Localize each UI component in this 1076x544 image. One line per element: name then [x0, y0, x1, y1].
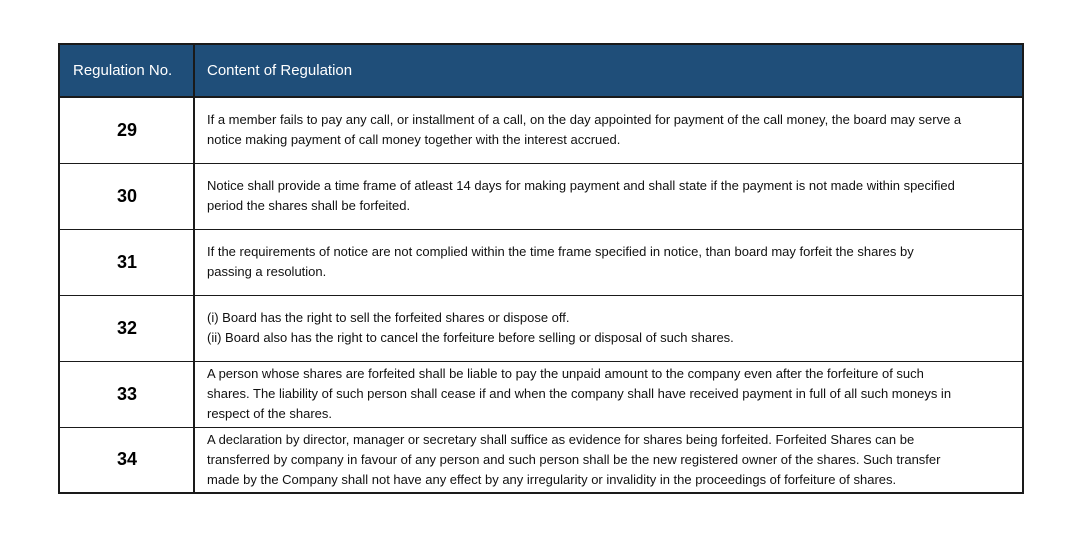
regulation-content [194, 229, 1023, 295]
regulation-content [194, 427, 1023, 493]
regulation-number: 34 [59, 427, 194, 493]
regulation-text-line: A declaration by director, manager or secretary shall suffice as evidence for shares being forfeited. Forfeited Shares can be [207, 431, 915, 447]
regulation-content [194, 97, 1023, 163]
regulation-text-line: made by the Company shall not have any effect by any irregularity or invalidity in the proceedings of forfeiture of shares. [207, 471, 897, 487]
regulation-content [194, 295, 1023, 361]
regulation-text-line: period the shares shall be forfeited. [207, 198, 411, 213]
regulation-text-line: If the requirements of notice are not complied within the time frame specified in notice, than board may forfeit the shares by [207, 244, 914, 259]
regulation-text-line: A person whose shares are forfeited shall be liable to pay the unpaid amount to the company even after the forfeiture of such [207, 366, 924, 381]
table-row [59, 427, 1023, 493]
regulation-text-line: (ii) Board also has the right to cancel the forfeiture before selling or disposal of such shares. [207, 330, 734, 345]
regulation-text-line: notice making payment of call money together with the interest accrued. [207, 132, 621, 148]
regulation-text-line: respect of the shares. [207, 406, 333, 421]
regulation-text-line: If a member fails to pay any call, or installment of a call, on the day appointed for payment of the call money, the board may serve a [207, 112, 962, 128]
regulation-text-line: transferred by company in favour of any person and such person shall be the new registered owner of the shares. Such transfer [207, 451, 941, 467]
regulation-number: 29 [59, 97, 194, 163]
regulation-text-line: passing a resolution. [207, 264, 327, 279]
regulation-content [194, 163, 1023, 229]
table-row [59, 229, 1023, 295]
regulation-number: 32 [59, 295, 194, 361]
table-row [59, 163, 1023, 229]
regulation-number: 30 [59, 163, 194, 229]
regulation-number: 33 [59, 361, 194, 427]
header-content: Content of Regulation [194, 44, 1023, 97]
header-regulation-no: Regulation No. [59, 44, 194, 97]
table-header-row [59, 44, 1023, 97]
regulation-number: 31 [59, 229, 194, 295]
regulations-table [58, 43, 1024, 494]
table-row [59, 295, 1023, 361]
regulation-content [194, 361, 1023, 427]
table-row [59, 97, 1023, 163]
regulation-text-line: Notice shall provide a time frame of atleast 14 days for making payment and shall state if the payment is not made within specified [207, 178, 955, 193]
regulation-text-line: (i) Board has the right to sell the forfeited shares or dispose off. [207, 310, 570, 325]
table-row [59, 361, 1023, 427]
regulation-text-line: shares. The liability of such person shall cease if and when the company shall have received payment in full of all such moneys in [207, 386, 952, 401]
